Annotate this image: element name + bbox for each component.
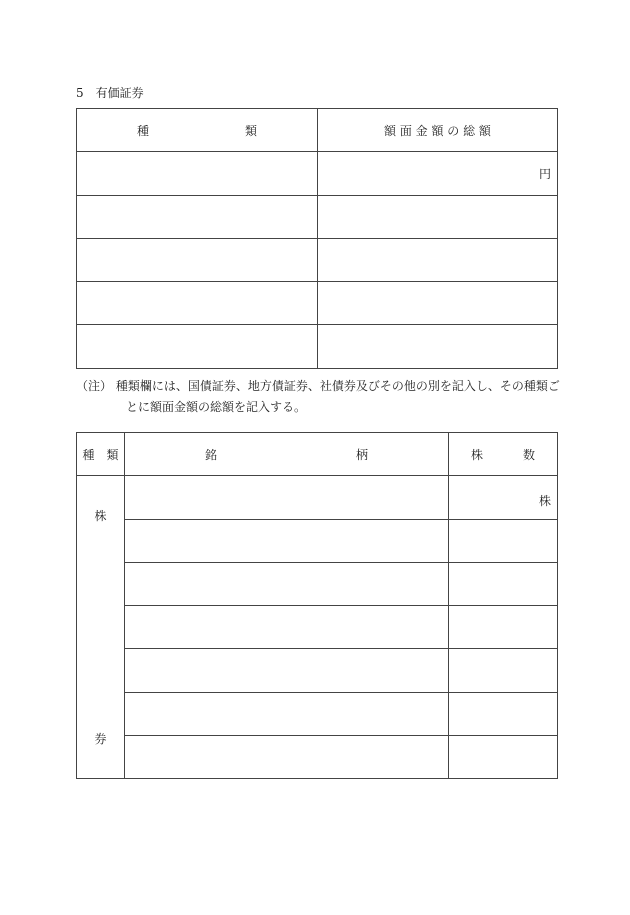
shares-cell[interactable] bbox=[449, 692, 558, 735]
type-label-bottom: 券 bbox=[94, 732, 107, 747]
table-row bbox=[77, 282, 558, 325]
header-face-total: 額 面 金 額 の 総 額 bbox=[318, 109, 558, 152]
amount-cell[interactable] bbox=[318, 238, 558, 281]
table-row bbox=[77, 152, 558, 195]
type-cell[interactable] bbox=[77, 238, 318, 281]
issue-cell[interactable] bbox=[125, 519, 449, 562]
shares-cell[interactable] bbox=[449, 476, 558, 519]
table-row bbox=[77, 649, 558, 692]
securities-face-value-table bbox=[76, 108, 558, 369]
header-type: 種 類 bbox=[77, 109, 318, 152]
table-row bbox=[77, 325, 558, 368]
type-cell[interactable] bbox=[77, 195, 318, 238]
shares-cell[interactable] bbox=[449, 519, 558, 562]
table-row bbox=[77, 736, 558, 779]
table-row bbox=[77, 519, 558, 562]
header-type: 種 類 bbox=[77, 433, 125, 476]
issue-cell[interactable] bbox=[125, 736, 449, 779]
section-number: 5 bbox=[76, 86, 84, 100]
section-title bbox=[76, 84, 144, 101]
shares-cell[interactable] bbox=[449, 562, 558, 605]
amount-cell[interactable] bbox=[318, 152, 558, 195]
issue-cell[interactable] bbox=[125, 692, 449, 735]
note-line-1: 種類欄には、国債証券、地方債証券、社債券及びその他の別を記入し、その種類ご bbox=[115, 379, 560, 393]
type-cell-stock bbox=[77, 476, 125, 779]
issue-cell[interactable] bbox=[125, 476, 449, 519]
note-label: （注） bbox=[76, 379, 113, 393]
table-header-row bbox=[77, 109, 558, 152]
type-label-top: 株 bbox=[94, 509, 107, 524]
shares-cell[interactable] bbox=[449, 736, 558, 779]
yen-unit: 円 bbox=[538, 166, 551, 181]
table-row bbox=[77, 562, 558, 605]
issue-cell[interactable] bbox=[125, 562, 449, 605]
note-line-2: とに額面金額の総額を記入する。 bbox=[126, 400, 307, 414]
type-cell[interactable] bbox=[77, 325, 318, 368]
shares-unit: 株 bbox=[538, 494, 551, 509]
table-row bbox=[77, 195, 558, 238]
amount-cell[interactable] bbox=[318, 325, 558, 368]
table-row bbox=[77, 606, 558, 649]
issue-cell[interactable] bbox=[125, 606, 449, 649]
shares-cell[interactable] bbox=[449, 649, 558, 692]
amount-cell[interactable] bbox=[318, 282, 558, 325]
table-row bbox=[77, 692, 558, 735]
type-cell[interactable] bbox=[77, 282, 318, 325]
stock-table bbox=[76, 432, 558, 779]
header-issue: 銘 柄 bbox=[125, 433, 449, 476]
amount-cell[interactable] bbox=[318, 195, 558, 238]
table-header-row bbox=[77, 433, 558, 476]
table-row bbox=[77, 238, 558, 281]
shares-cell[interactable] bbox=[449, 606, 558, 649]
note bbox=[76, 376, 560, 418]
section-heading: 有価証券 bbox=[95, 86, 144, 100]
type-cell[interactable] bbox=[77, 152, 318, 195]
header-shares: 株 数 bbox=[449, 433, 558, 476]
table-row bbox=[77, 476, 558, 519]
issue-cell[interactable] bbox=[125, 649, 449, 692]
